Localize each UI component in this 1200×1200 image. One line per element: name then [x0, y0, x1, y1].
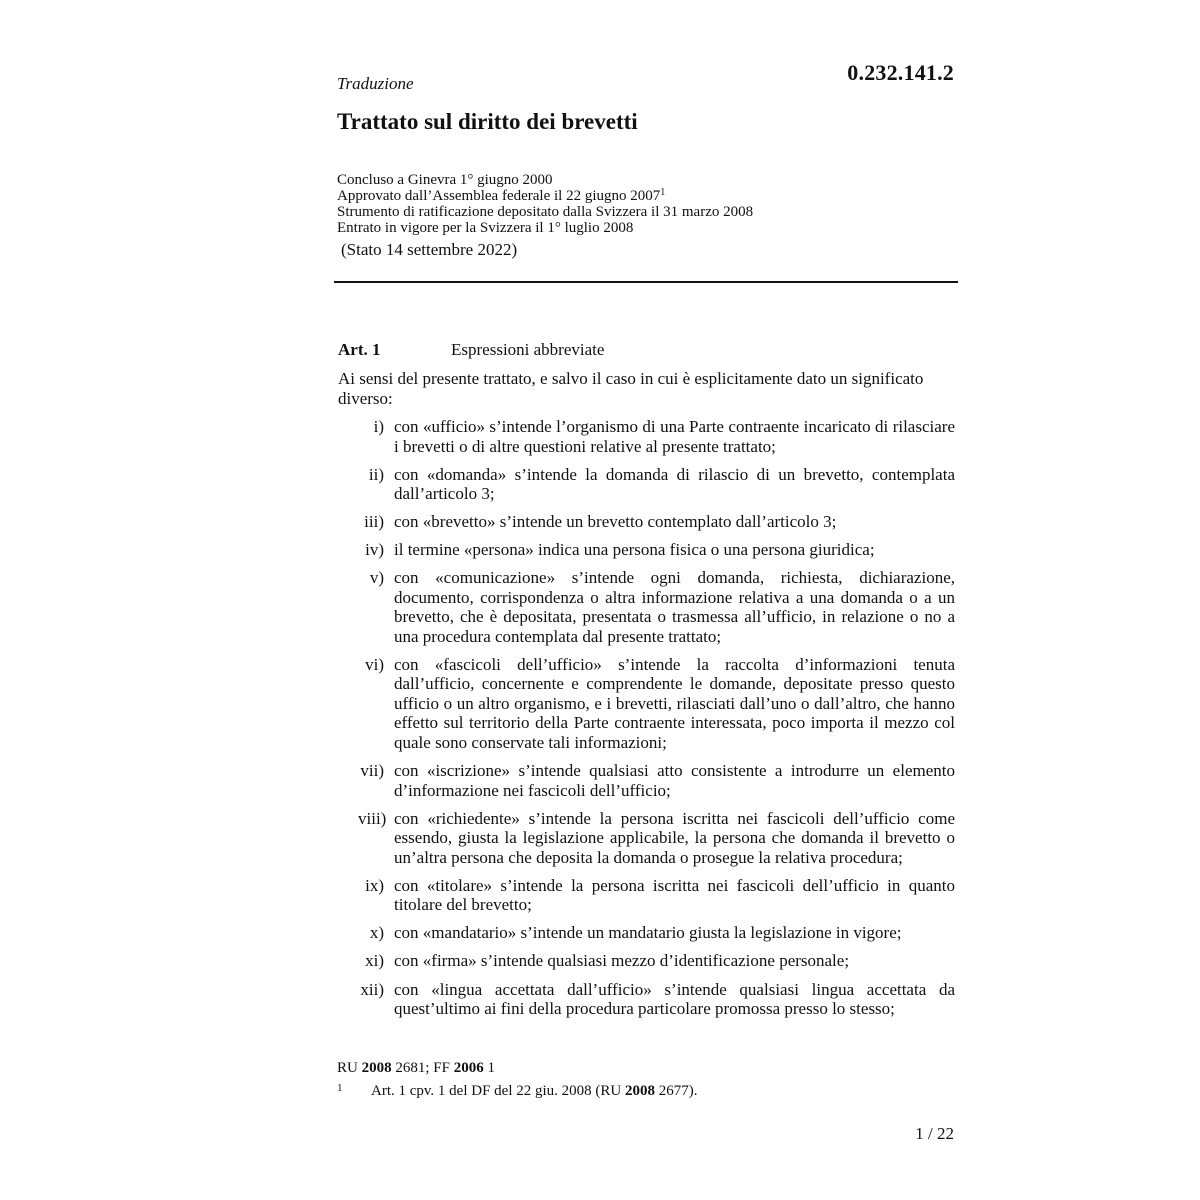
source-reference	[337, 1058, 698, 1078]
article-heading	[338, 340, 954, 360]
footnote-1-year: 2008	[625, 1083, 656, 1099]
footnotes	[337, 1058, 698, 1101]
definition-text: con «titolare» s’intende la persona iscritta nei fascicoli dell’ufficio in quanto titolare del brevetto;	[394, 875, 955, 915]
concluded-line: Concluso a Ginevra 1° giugno 2000	[337, 172, 553, 188]
ff-year: 2006	[453, 1060, 484, 1076]
definition-text: con «richiedente» s’intende la persona iscritta nei fascicoli dell’ufficio come essendo, giusta la legislazione applicabile, la persona che domanda il brevetto o un’altra persona che deposita la domanda o prosegue la relativa procedura;	[394, 808, 955, 867]
definition-item	[338, 568, 955, 646]
footnote-1	[337, 1078, 698, 1101]
footnote-1-mark: 1	[337, 1082, 343, 1094]
document-title: Trattato sul diritto dei brevetti	[337, 109, 638, 134]
definition-text: con «iscrizione» s’intende qualsiasi atto consistente a introdurre un elemento d’informazione nei fascicoli dell’ufficio;	[394, 761, 955, 800]
definition-number: i)	[373, 417, 384, 436]
definitions-list	[338, 417, 955, 1027]
definition-number: ix)	[365, 875, 384, 895]
page-number: 1 / 22	[915, 1124, 954, 1143]
ru-year: 2008	[361, 1060, 392, 1076]
article-title: Espressioni abbreviate	[451, 340, 605, 359]
definition-number: iv)	[365, 540, 384, 560]
sr-number: 0.232.141.2	[847, 60, 954, 85]
definition-number: viii)	[358, 808, 387, 828]
ru-page: 2681; FF	[395, 1060, 450, 1076]
definition-number: ii)	[368, 464, 384, 484]
status-line: (Stato 14 settembre 2022)	[341, 240, 518, 259]
definition-item	[338, 980, 955, 1019]
article-intro: Ai sensi del presente trattato, e salvo il caso in cui è esplicitamente dato un significato diverso:	[338, 369, 924, 408]
ff-page: 1	[487, 1060, 495, 1076]
definition-item	[338, 809, 955, 868]
definition-item	[338, 951, 955, 971]
footnote-1-suffix: 2677).	[658, 1083, 698, 1099]
ratification-line: Strumento di ratificazione depositato dalla Svizzera il 31 marzo 2008	[337, 204, 754, 220]
definition-number: vi)	[365, 654, 384, 674]
definition-number: xi)	[365, 951, 384, 971]
approved-line	[337, 188, 753, 204]
definition-text: con «ufficio» s’intende l’organismo di una Parte contraente incaricato di rilasciare i brevetti o di altre questioni relative al presente trattato;	[394, 417, 955, 456]
ru-label: RU	[337, 1060, 358, 1076]
approved-text: Approvato dall’Assemblea federale il 22 giugno 2007	[337, 188, 661, 204]
definition-text: il termine «persona» indica una persona fisica o una persona giuridica;	[394, 540, 875, 560]
entry-into-force-line: Entrato in vigore per la Svizzera il 1° luglio 2008	[337, 220, 634, 236]
definition-number: iii)	[364, 512, 384, 532]
footnote-ref[interactable]: 1	[660, 187, 666, 198]
header-divider	[334, 281, 958, 283]
definition-text: con «mandatario» s’intende un mandatario giusta la legislazione in vigore;	[394, 923, 902, 943]
definition-item	[338, 540, 955, 560]
definition-number: v)	[369, 568, 384, 588]
definition-number: vii)	[360, 761, 384, 781]
definition-item	[338, 417, 955, 456]
definition-number: xii)	[360, 979, 384, 999]
definition-text: con «lingua accettata dall’ufficio» s’intende qualsiasi lingua accettata da quest’ultimo ai fini della procedura particolare promossa presso lo stesso;	[394, 979, 955, 1019]
definition-text: con «domanda» s’intende la domanda di rilascio di un brevetto, contemplata dall’articolo 3;	[394, 464, 955, 504]
definition-text: con «brevetto» s’intende un brevetto contemplato dall’articolo 3;	[394, 512, 837, 532]
definition-item	[338, 465, 955, 504]
document-metadata	[337, 172, 753, 236]
definition-number: x)	[369, 923, 384, 943]
footnote-1-prefix: Art. 1 cpv. 1 del DF del 22 giu. 2008 (RU	[371, 1083, 622, 1099]
translation-label: Traduzione	[337, 74, 414, 93]
definition-text: con «fascicoli dell’ufficio» s’intende la raccolta d’informazioni tenuta dall’ufficio, concernente e comprendente le domande, depositate presso questo ufficio o un altro organismo, e i brevetti, rilasciati dall’uno o dall’altro, che hanno effetto sul territorio della Parte contraente interessata, poco importa il mezzo col quale sono conservate tali informazioni;	[394, 654, 955, 752]
article-number: Art. 1	[338, 340, 381, 359]
definition-item	[338, 923, 955, 943]
definition-item	[338, 761, 955, 800]
definition-text: con «comunicazione» s’intende ogni domanda, richiesta, dichiarazione, documento, corrispondenza o altra informazione relativa a una domanda o a un brevetto, che è depositata, presentata o trasmessa all’ufficio, in relazione o no a una procedura contemplata dal presente trattato;	[394, 568, 955, 646]
definition-text: con «firma» s’intende qualsiasi mezzo d’identificazione personale;	[394, 951, 850, 971]
definition-item	[338, 876, 955, 915]
definition-item	[338, 655, 955, 753]
definition-item	[338, 512, 955, 532]
